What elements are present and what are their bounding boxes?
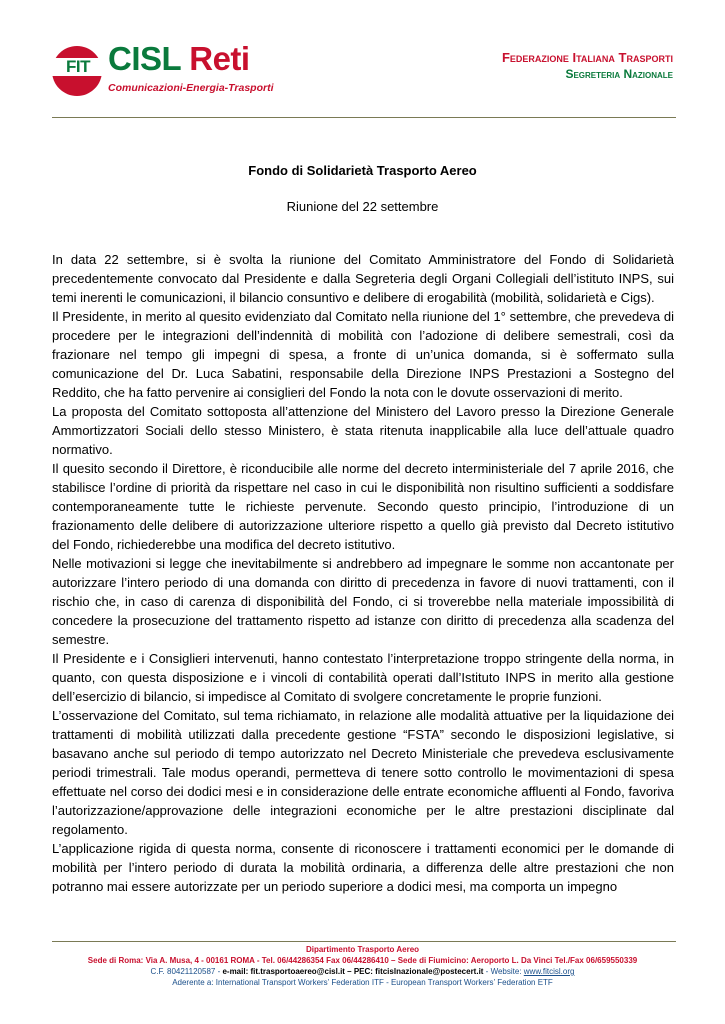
paragraph: L’applicazione rigida di questa norma, consente di riconoscere i trattamenti economici per le domande di mobilità per l’intero periodo di durata la mobilità ordinaria, a differenza delle altre prestazioni che non potranno mai essere autorizzate per un periodo superiore a dodici mesi, ma comporta un impegno <box>52 841 674 894</box>
paragraph: Nelle motivazioni si legge che inevitabilmente si andrebbero ad impegnare le somme non accantonate per autorizzare l’intero periodo di una domanda con diritto di precedenza in favore di nuovi trattamenti, con il rischio che, in caso di carenza di disponibilità del Fondo, ci si troverebbe nella materiale impossibilità di concedere la prosecuzione del trattamento rispetto ad istanze con diritto di precedenza alla scadenza del semestre. <box>52 556 674 647</box>
footer-divider <box>52 941 676 942</box>
footer-website-prefix: - Website: <box>483 967 524 976</box>
federation-name: Federazione Italiana Trasporti <box>501 50 673 65</box>
secretariat-name: Segreteria Nazionale <box>565 67 673 81</box>
cisl-word: CISL <box>108 40 181 77</box>
footer-address: Sede di Roma: Via A. Musa, 4 - 00161 ROMA - Tel. 06/44286354 Fax 06/44286410 – Sede di Fiumicino: Aeroporto L. Da Vinci Tel./Fax 06/659550339 <box>87 956 638 965</box>
paragraph: Il Presidente e i Consiglieri intervenuti, hanno contestato l’interpretazione troppo stringente della norma, in quanto, con questa disposizione e i vincoli di contabilità operati dall’Istituto INPS in merito alla gestione dell’esercizio di bilancio, si impedisce al Comitato di svolgere concretamente le proprie funzioni. <box>52 651 674 704</box>
footer-email[interactable]: e-mail: fit.trasportoaereo@cisl.it <box>222 967 345 976</box>
cisl-logo-text <box>108 40 250 78</box>
logo-tagline: Comunicazioni-Energia-Trasporti <box>108 82 274 94</box>
federation-heading <box>502 50 673 82</box>
paragraph: Il Presidente, in merito al quesito evidenziato dal Comitato nella riunione del 1° settembre, che prevedeva di procedere per le integrazioni dell’indennità di mobilità con l’adozione di delibere semestrali, così da frazionare nel tempo gli impegni di spesa, a fronte di un’unica domanda, si è soffermato sulla comunicazione del Dr. Luca Sabatini, responsabile della Direzione INPS Prestazioni a Sostegno del Reddito, che ha fatto pervenire ai consiglieri del Fondo la nota con le dovute osservazioni di merito. <box>52 309 674 400</box>
footer-contacts <box>0 966 725 977</box>
document-body <box>52 250 674 896</box>
footer-website-link[interactable]: www.fitcisl.org <box>523 967 575 976</box>
paragraph: In data 22 settembre, si è svolta la riunione del Comitato Amministratore del Fondo di Solidarietà precedentemente convocato dal Presidente e dalla Segreteria degli Organi Collegiali dell’istituto INPS, sui temi inerenti le comunicazioni, il bilancio consuntivo e delibere di erogabilità (mobilità, solidarietà e Cigs). <box>52 252 674 305</box>
fit-cisl-reti-logo <box>50 40 274 100</box>
footer-pec[interactable]: – PEC: fitcislnazionale@postecert.it <box>344 967 484 976</box>
header-divider <box>52 117 676 118</box>
document-subtitle: Riunione del 22 settembre <box>286 199 439 214</box>
document-title: Fondo di Solidarietà Trasporto Aereo <box>248 163 477 178</box>
footer <box>0 944 725 988</box>
fit-logo-text: FIT <box>66 57 90 76</box>
footer-department: Dipartimento Trasporto Aereo <box>305 945 420 954</box>
footer-affiliation: Aderente a: International Transport Workers’ Federation ITF - European Transport Workers’ Federation ETF <box>172 978 553 987</box>
paragraph: L’osservazione del Comitato, sul tema richiamato, in relazione alle modalità attuative per la liquidazione dei trattamenti di mobilità utilizzati dalla precedente gestione “FSTA” secondo le disposizioni legislative, si basavano anche sul periodo di tempo autorizzato nel Decreto Ministeriale che prevedeva esclusivamente periodi trimestrali. Tale modus operandi, permetteva di tenere sotto controllo le movimentazioni di spesa effettuate nel corso dei dodici mesi e in considerazione delle entrate economiche affluenti al Fondo, favoriva l’autorizzazione/approvazione delle integrazioni economiche per le altre prestazioni disciplinate dal regolamento. <box>52 708 674 837</box>
paragraph: La proposta del Comitato sottoposta all’attenzione del Ministero del Lavoro presso la Direzione Generale Ammortizzatori Sociali dello stesso Ministero, è stata ritenuta inapplicabile alla luce dell’attuale quadro normativo. <box>52 404 674 457</box>
reti-word: Reti <box>189 40 250 77</box>
footer-cf: C.F. 80421120587 - <box>150 967 223 976</box>
paragraph: Il quesito secondo il Direttore, è riconducibile alle norme del decreto interministeriale del 7 aprile 2016, che stabilisce l’ordine di priorità da rispettare nel caso in cui le disponibilità non risultino sufficienti a soddisfare contemporaneamente tutte le richieste pervenute. Secondo questo principio, l’introduzione di un frazionamento delle delibere di autorizzazione ulteriore rispetto a quello già previsto dal Decreto istitutivo del Fondo, richiederebbe una modifica del decreto istitutivo. <box>52 461 674 552</box>
